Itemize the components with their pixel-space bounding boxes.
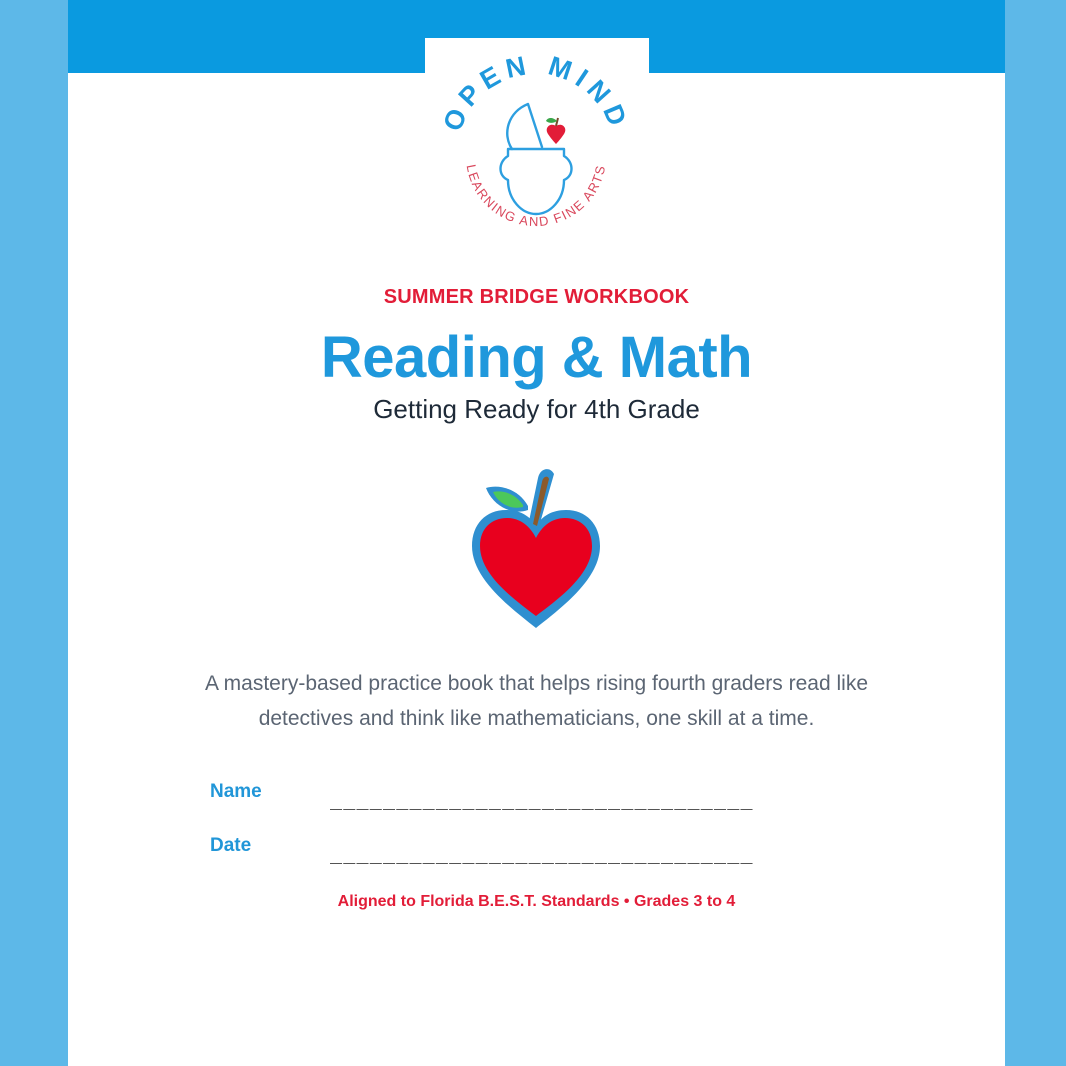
page-subtitle: Getting Ready for 4th Grade — [373, 394, 700, 424]
page-title: Reading & Math — [320, 325, 753, 390]
name-line: ________________________________ — [330, 786, 754, 810]
small-apple-icon — [546, 118, 565, 144]
workbook-cover — [68, 0, 1005, 1066]
head-outline-icon — [501, 104, 572, 214]
workbook-description — [128, 666, 945, 736]
description-line: detectives and think like mathematicians, one skill at a time. — [258, 707, 815, 730]
date-label: Date — [210, 835, 252, 856]
name-label: Name — [210, 781, 262, 802]
date-line: ________________________________ — [330, 840, 754, 864]
open-mind-logo — [436, 52, 636, 252]
logo-tagline-text: LEARNING AND FINE ARTS — [463, 163, 609, 230]
standards-note: Aligned to Florida B.E.S.T. Standards • Grades 3 to 4 — [337, 893, 736, 910]
workbook-kicker: SUMMER BRIDGE WORKBOOK — [383, 286, 690, 308]
heart-apple-icon — [468, 460, 604, 632]
description-line: A mastery-based practice book that helps rising fourth graders read like — [204, 672, 868, 695]
logo-name-text: OPEN MIND — [437, 52, 635, 136]
